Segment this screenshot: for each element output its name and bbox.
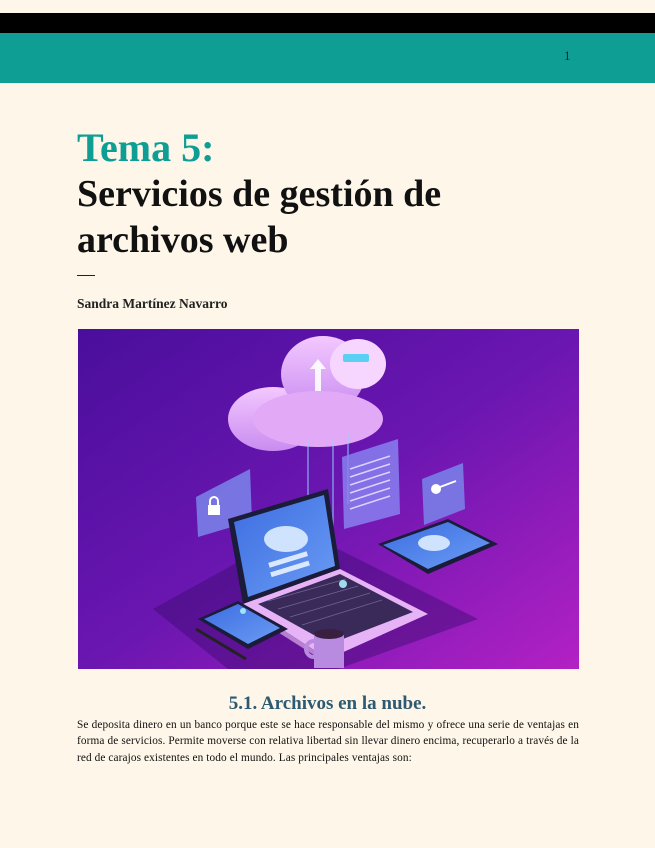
header-black-band: [0, 13, 655, 33]
page-number: 1: [564, 48, 571, 63]
header-teal-band: [0, 33, 655, 83]
section-heading: 5.1. Archivos en la nube.: [228, 693, 427, 714]
page-title: Servicios de gestión de archivos web: [77, 173, 442, 261]
title-divider: [77, 275, 95, 276]
title-tema: Tema 5:: [77, 125, 215, 170]
hero-image: [78, 329, 579, 669]
author-name: Sandra Martínez Navarro: [77, 296, 228, 311]
body-paragraph: Se deposita dinero en un banco porque este se hace responsable del mismo y ofrece una serie de ventajas en forma de servicios. Permite moverse con relativa libertad sin llevar dinero encima, recuperarlo a través de la red de carajos existentes en todo el mundo. Las principales ventajas son:: [77, 719, 579, 764]
